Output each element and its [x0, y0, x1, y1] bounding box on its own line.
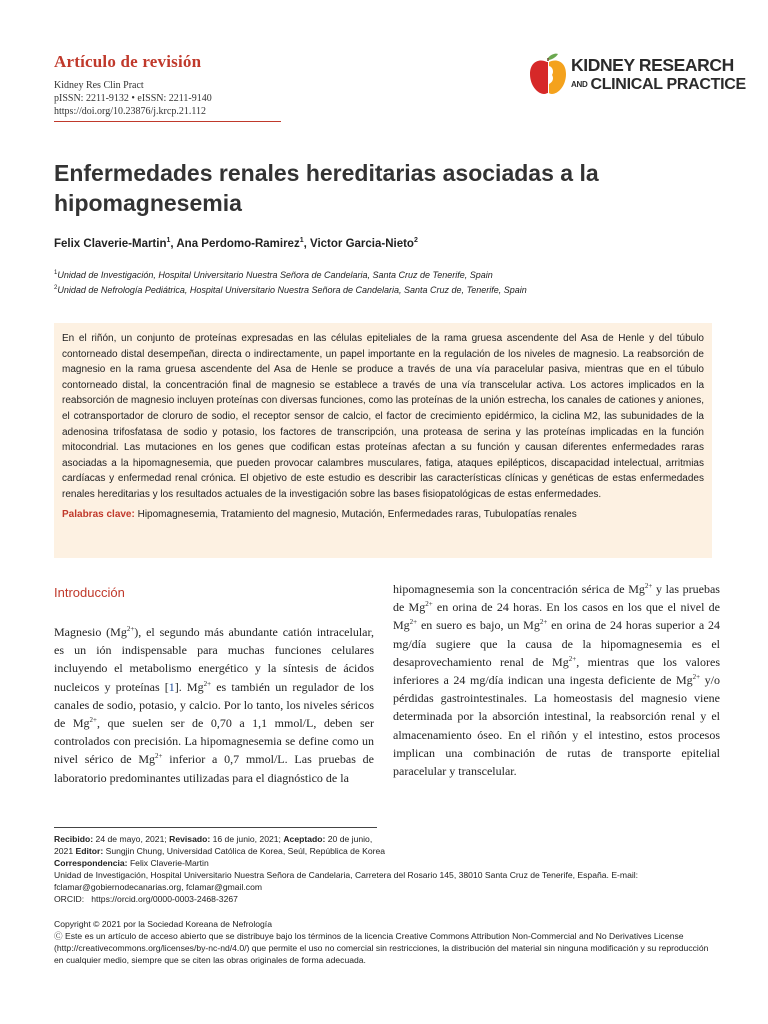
footnote-correspondence-address: Unidad de Investigación, Hospital Universitario Nuestra Señora de Candelaria, Carretera del Rosario 145, 38010 Santa Cruz de Tenerife, España. E-mail: fclamar@gobiernodecanarias.org, fclamar@gmail.com [54, 870, 639, 892]
article-title: Enfermedades renales hereditarias asociadas a la hipomagnesemia [54, 160, 599, 216]
article-type-label: Artículo de revisión [54, 52, 202, 71]
journal-meta [54, 79, 212, 118]
journal-logo [527, 52, 746, 96]
footnotes [54, 833, 714, 905]
author-name: Ana Perdomo-Ramirez [176, 237, 300, 250]
logo-text-line1: KIDNEY RESEARCH [571, 55, 734, 75]
copyright-block [54, 918, 714, 966]
author-affiliation-mark: 1 [166, 237, 171, 244]
keywords [62, 508, 704, 522]
author-affiliation-mark: 1 [299, 237, 304, 244]
copyright-line: Copyright © 2021 por la Sociedad Koreana de Nefrología [54, 919, 272, 929]
abstract-text: En el riñón, un conjunto de proteínas expresadas en las células epiteliales de la rama gruesa ascendente del Asa de Henle y del túbulo contorneado distal desempeñan, directa o indirectamente, un papel importante en la regulación de los niveles de magnesio. La reabsorción de magnesio en la rama gruesa ascendente del Asa de Henle se produce a través de una vía paracelular pasiva, mientras que en el túbulo contorneado distal, la concentración final de magnesio se establece a través de una vía transcelular activa. Los actores implicados en la reabsorción de magnesio incluyen proteínas con diversas funciones, como las proteínas de la unión estrecha, los canales de cationes y aniones, el cotransportador de cloruro de sodio, el receptor sensor de calcio, el factor de crecimiento epidérmico, la ciclina M2, las subunidades de la adenosina trifosfatasa de sodio y potasio, los factores de transcripción, una proteasa de serina y las proteínas implicadas en la función mitocondrial. Las mutaciones en los genes que codifican estas proteínas afectan a su función y causan diferentes enfermedades raras asociadas a la hipomagnesemia, que pueden provocar calambres musculares, fatiga, ataques epilépticos, discapacidad intelectual, arritmias cardíacas y enfermedad renal crónica. El objetivo de este estudio es describir las características clínicas y genéticas de estas enfermedades renales hereditarias y los resultados actuales de la investigación sobre las bases fisiopatológicas de estas enfermedades. [62, 333, 704, 500]
journal-issn: pISSN: 2211-9132 • eISSN: 2211-9140 [54, 93, 212, 104]
affiliation-list [54, 267, 527, 297]
affiliation: $^1$Unidad de Investigación, Hospital Universitario Nuestra Señora de Candelaria, Santa Cruz de Tenerife, Spain [54, 270, 493, 280]
citation-link[interactable]: 1 [168, 679, 175, 694]
footnote-orcid: ORCID: https://orcid.org/0000-0003-2468-3267 [54, 894, 238, 904]
author-name: Victor Garcia-Nieto [310, 237, 414, 250]
author-affiliation-mark: 2 [413, 237, 418, 244]
logo-text-line2: CLINICAL PRACTICE [590, 76, 746, 93]
kidney-apple-logo-icon [527, 52, 569, 96]
author-name: Felix Claverie-Martin [54, 237, 167, 250]
journal-abbrev: Kidney Res Clin Pract [54, 80, 144, 91]
body-column-left: Magnesio $(Mg^{2+})$, el segundo más abundante catión intracelular, es un ión indispensable para muchas funciones celulares incluyendo el metabolismo energético y la síntesis de ácidos nucleicos y proteínas [1]. $Mg^{2+}$ es también un regulador de los canales de sodio, potasio, y calcio. Por lo tanto, los niveles séricos de $Mg^{2+}$, que suelen ser de 0,70 a 1,1 mmol/L, deben ser controlados con precisión. La hipomagnesemia se define como un nivel sérico de $Mg^{2+}$ inferior a 0,7 mmol/L. Las pruebas de laboratorio predominantes utilizadas para el diagnóstico de la [54, 625, 375, 785]
body-column-right: hipomagnesemia son la concentración sérica de $Mg^{2+}$ y las pruebas de $Mg^{2+}$ en orina de 24 horas. En los casos en los que el nivel de $Mg^{2+}$ en suero es bajo, un $Mg^{2+}$ en orina de 24 horas superior a 24 mg/día sugiere que la causa de la hipomagnesemia es el desaprovechamiento renal de $Mg^{2+}$, mientras que los valores inferiores a 24 mg/día indican una ingesta deficiente de $Mg^{2+}$ y/o pérdidas gastrointestinales. La homeostasis del magnesio viene determinada por la absorción intestinal, la reabsorción renal y el almacenamiento óseo. En el riñón y el intestino, estos procesos implican una combinación de rutas de transporte epitelial paracelular y transcelular. [393, 582, 720, 779]
orcid-link[interactable]: https://orcid.org/0000-0003-2468-3267 [91, 894, 238, 904]
author-list: Felix Claverie-Martin$^1$, Ana Perdomo-Ramirez$^1$, Victor Garcia-Nieto$^2$ [54, 237, 418, 250]
keywords-label: Palabras clave: [62, 508, 135, 520]
header-rule [54, 121, 281, 122]
affiliation: $^2$Unidad de Nefrología Pediátrica, Hospital Universitario Nuestra Señora de Candelaria, Santa Cruz de, Tenerife, Spain [54, 285, 527, 295]
abstract-box [54, 323, 712, 558]
logo-text-and: AND [571, 80, 588, 90]
license-text: Ⓒ Este es un artículo de acceso abierto que se distribuye bajo los términos de la licencia Creative Commons Attribution Non-Commercial and No Derivatives License (http://creativecommons.org/licenses/by-nc-nd/4.0/) que permite el uso no comercial sin restricciones, la distribución del material sin ninguna modificación y su reproducción en cualquier medio, siempre que se citen las obras originales de forma adecuada. [54, 931, 709, 965]
doi-link[interactable]: https://doi.org/10.23876/j.krcp.21.112 [54, 106, 206, 117]
footnote-rule [54, 827, 377, 828]
footnote-dates: Recibido: 24 de mayo, 2021; Revisado: 16 de junio, 2021; Aceptado: 20 de junio, 2021 Editor: Sungjin Chung, Universidad Católica de Korea, Seúl, República de Korea Correspondencia: Felix Claverie-Martin [54, 834, 386, 868]
section-heading-introduction: Introducción [54, 585, 125, 600]
keywords-list: Hipomagnesemia, Tratamiento del magnesio, Mutación, Enfermedades raras, Tubulopatías renales [137, 508, 577, 520]
